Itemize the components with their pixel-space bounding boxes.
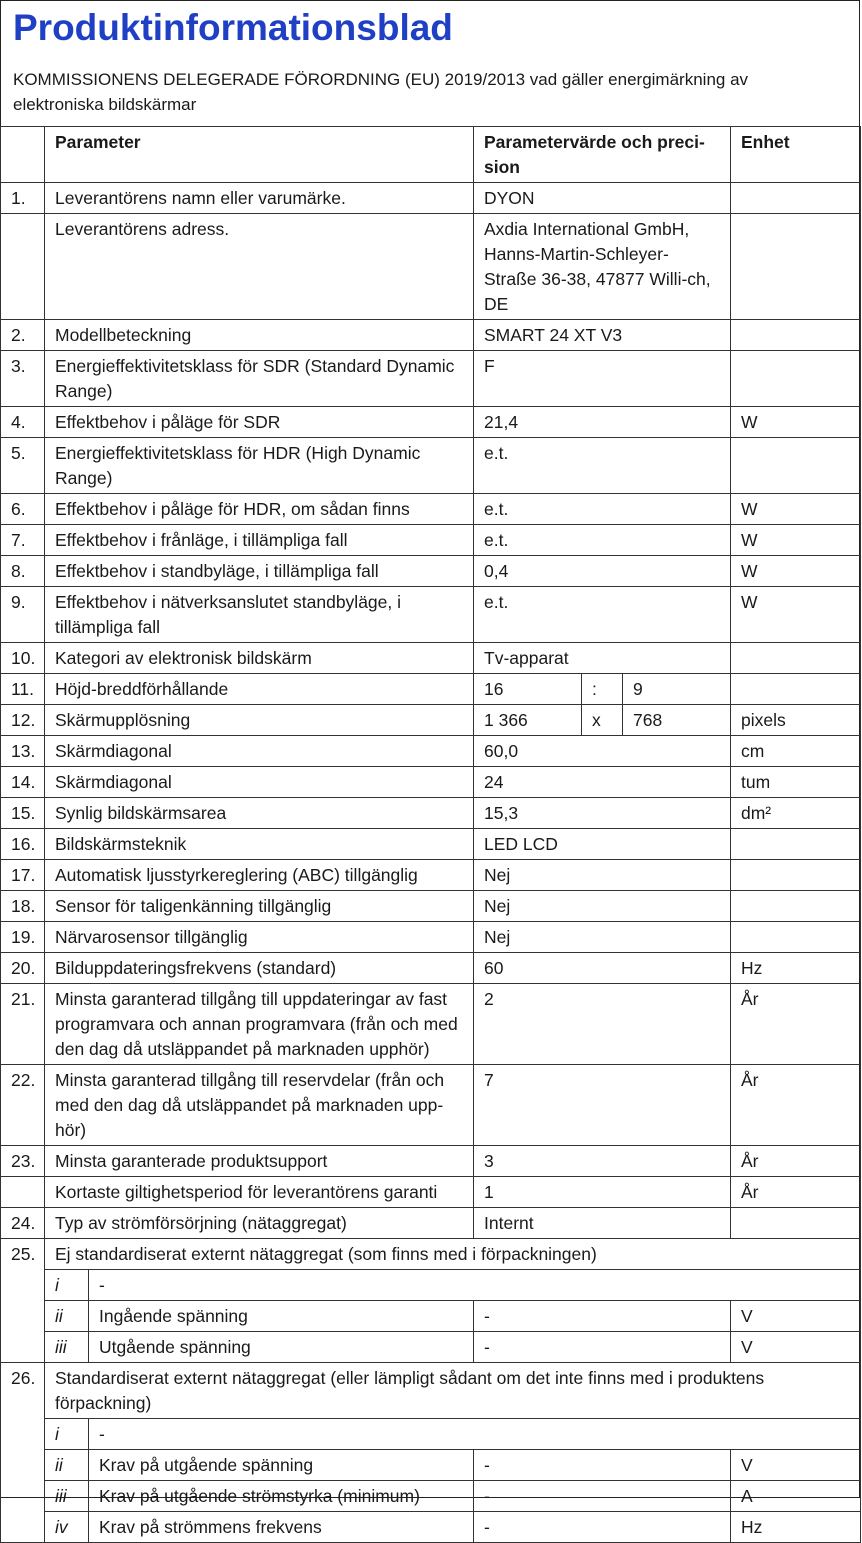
resolution-height: 768 xyxy=(623,705,731,736)
table-row xyxy=(1,1146,861,1177)
subrow-label: i xyxy=(45,1419,89,1450)
row-unit: W xyxy=(731,407,861,438)
row-value: 2 xyxy=(474,984,731,1065)
subrow-label: ii xyxy=(45,1301,89,1332)
table-row xyxy=(1,705,861,736)
table-header-row xyxy=(1,127,861,183)
row-number: 25. xyxy=(1,1239,45,1363)
row-value: Nej xyxy=(474,860,731,891)
row-parameter: Kategori av elektronisk bildskärm xyxy=(45,643,474,674)
row-number: 6. xyxy=(1,494,45,525)
row-parameter: Bilduppdateringsfrekvens (standard) xyxy=(45,953,474,984)
row-unit: pixels xyxy=(731,705,861,736)
table-row xyxy=(1,525,861,556)
row-value: 60,0 xyxy=(474,736,731,767)
row-number: 20. xyxy=(1,953,45,984)
table-row xyxy=(1,351,861,407)
row-parameter: Effektbehov i påläge för HDR, om sådan finns xyxy=(45,494,474,525)
subrow-label: i xyxy=(45,1270,89,1301)
row-number: 5. xyxy=(1,438,45,494)
row-parameter: Bildskärmsteknik xyxy=(45,829,474,860)
row-value: 7 xyxy=(474,1065,731,1146)
table-subrow xyxy=(1,1301,861,1332)
row-value: 60 xyxy=(474,953,731,984)
table-subrow xyxy=(1,1481,861,1512)
regulation-subtitle: KOMMISSIONENS DELEGERADE FÖRORDNING (EU) 2019/2013 vad gäller energimärkning av elektroniska bildskärmar xyxy=(13,70,749,114)
header-parameter: Parameter xyxy=(45,127,474,183)
resolution-separator: x xyxy=(582,705,623,736)
row-number xyxy=(1,214,45,320)
ratio-width: 16 xyxy=(474,674,582,705)
row-unit: År xyxy=(731,984,861,1065)
row-parameter: Sensor för taligenkänning tillgänglig xyxy=(45,891,474,922)
table-row xyxy=(1,587,861,643)
row-unit xyxy=(731,320,861,351)
row-number: 22. xyxy=(1,1065,45,1146)
table-subrow xyxy=(1,1450,861,1481)
row-unit xyxy=(731,1208,861,1239)
row-number: 12. xyxy=(1,705,45,736)
row-value: e.t. xyxy=(474,438,731,494)
row-unit: W xyxy=(731,525,861,556)
table-row xyxy=(1,984,861,1065)
row-value: SMART 24 XT V3 xyxy=(474,320,731,351)
table-row xyxy=(1,1065,861,1146)
row-parameter: Minsta garanterad tillgång till uppdateringar av fast programvara och annan programvara (från och med den dag då utsläppandet på marknaden upphör) xyxy=(45,984,474,1065)
subrow-unit: V xyxy=(731,1301,861,1332)
table-row xyxy=(1,829,861,860)
row-unit: cm xyxy=(731,736,861,767)
row-number: 14. xyxy=(1,767,45,798)
row-parameter: Energieffektivitetsklass för HDR (High Dynamic Range) xyxy=(45,438,474,494)
row-parameter: Skärmupplösning xyxy=(45,705,474,736)
subrow-value: - xyxy=(474,1332,731,1363)
subrow-text: Krav på utgående strömstyrka (minimum) xyxy=(89,1481,474,1512)
table-row xyxy=(1,183,861,214)
table-row xyxy=(1,674,861,705)
row-unit: dm² xyxy=(731,798,861,829)
row-value: Nej xyxy=(474,922,731,953)
table-subrow xyxy=(1,1419,861,1450)
row-parameter: Synlig bildskärmsarea xyxy=(45,798,474,829)
subrow-value: - xyxy=(474,1301,731,1332)
row-number: 11. xyxy=(1,674,45,705)
row-unit xyxy=(731,891,861,922)
row-number: 18. xyxy=(1,891,45,922)
table-row xyxy=(1,1208,861,1239)
row-value: DYON xyxy=(474,183,731,214)
row-unit xyxy=(731,214,861,320)
row-number: 15. xyxy=(1,798,45,829)
table-row xyxy=(1,860,861,891)
row-number: 13. xyxy=(1,736,45,767)
product-info-table xyxy=(0,126,861,1543)
row-number: 9. xyxy=(1,587,45,643)
header-no-cell xyxy=(1,127,45,183)
subrow-unit: V xyxy=(731,1450,861,1481)
subrow-value: - xyxy=(474,1481,731,1512)
row-value: 3 xyxy=(474,1146,731,1177)
row-unit xyxy=(731,829,861,860)
row-parameter: Skärmdiagonal xyxy=(45,736,474,767)
row-number: 10. xyxy=(1,643,45,674)
subrow-label: ii xyxy=(45,1450,89,1481)
subrow-text: Utgående spänning xyxy=(89,1332,474,1363)
row-value: e.t. xyxy=(474,494,731,525)
row-number: 17. xyxy=(1,860,45,891)
row-unit xyxy=(731,438,861,494)
row-parameter: Energieffektivitetsklass för SDR (Standard Dynamic Range) xyxy=(45,351,474,407)
subrow-text: Ingående spänning xyxy=(89,1301,474,1332)
row-unit: År xyxy=(731,1065,861,1146)
row-number: 21. xyxy=(1,984,45,1065)
ratio-height: 9 xyxy=(623,674,731,705)
table-row xyxy=(1,438,861,494)
row-unit xyxy=(731,351,861,407)
row-parameter: Leverantörens adress. xyxy=(45,214,474,320)
table-row xyxy=(1,922,861,953)
row-value: Axdia International GmbH, Hanns-Martin-Schleyer-Straße 36-38, 47877 Willi-ch, DE xyxy=(474,214,731,320)
table-row xyxy=(1,736,861,767)
subrow-label: iii xyxy=(45,1332,89,1363)
row-parameter: Effektbehov i påläge för SDR xyxy=(45,407,474,438)
table-row xyxy=(1,407,861,438)
resolution-width: 1 366 xyxy=(474,705,582,736)
ratio-separator: : xyxy=(582,674,623,705)
row-number: 26. xyxy=(1,1363,45,1543)
row-value: Tv-apparat xyxy=(474,643,731,674)
row-unit xyxy=(731,860,861,891)
table-row xyxy=(1,214,861,320)
subrow-unit: V xyxy=(731,1332,861,1363)
row-parameter: Effektbehov i frånläge, i tillämpliga fall xyxy=(45,525,474,556)
row-parameter: Typ av strömförsörjning (nätaggregat) xyxy=(45,1208,474,1239)
subrow-label: iv xyxy=(45,1512,89,1543)
row-number: 8. xyxy=(1,556,45,587)
row-unit xyxy=(731,643,861,674)
table-row xyxy=(1,767,861,798)
table-row xyxy=(1,953,861,984)
row-parameter: Ej standardiserat externt nätaggregat (som finns med i förpackningen) xyxy=(45,1239,861,1270)
table-subrow xyxy=(1,1270,861,1301)
row-parameter: Standardiserat externt nätaggregat (eller lämpligt sådant om det inte finns med i produktens förpackning) xyxy=(45,1363,861,1419)
row-unit: Hz xyxy=(731,953,861,984)
row-number: 3. xyxy=(1,351,45,407)
table-row xyxy=(1,494,861,525)
row-value: Nej xyxy=(474,891,731,922)
row-parameter: Effektbehov i nätverksanslutet standbyläge, i tillämpliga fall xyxy=(45,587,474,643)
subrow-value: - xyxy=(474,1450,731,1481)
row-unit: tum xyxy=(731,767,861,798)
row-unit xyxy=(731,674,861,705)
subrow-unit: A xyxy=(731,1481,861,1512)
row-value: 0,4 xyxy=(474,556,731,587)
table-row xyxy=(1,320,861,351)
row-parameter: Modellbeteckning xyxy=(45,320,474,351)
row-value: e.t. xyxy=(474,525,731,556)
row-parameter: Minsta garanterad tillgång till reservdelar (från och med den dag då utsläppandet på marknaden upp-hör) xyxy=(45,1065,474,1146)
subrow-text: Krav på utgående spänning xyxy=(89,1450,474,1481)
row-number: 4. xyxy=(1,407,45,438)
table-row xyxy=(1,1239,861,1270)
row-unit: År xyxy=(731,1146,861,1177)
row-parameter: Leverantörens namn eller varumärke. xyxy=(45,183,474,214)
subrow-unit: Hz xyxy=(731,1512,861,1543)
row-unit xyxy=(731,922,861,953)
subrow-label: iii xyxy=(45,1481,89,1512)
row-value: F xyxy=(474,351,731,407)
row-unit: År xyxy=(731,1177,861,1208)
subrow-value: - xyxy=(474,1512,731,1543)
subrow-text: Krav på strömmens frekvens xyxy=(89,1512,474,1543)
table-row xyxy=(1,1177,861,1208)
row-number: 16. xyxy=(1,829,45,860)
row-number: 2. xyxy=(1,320,45,351)
row-number: 7. xyxy=(1,525,45,556)
table-row xyxy=(1,891,861,922)
row-value: 15,3 xyxy=(474,798,731,829)
row-value: 21,4 xyxy=(474,407,731,438)
row-parameter: Skärmdiagonal xyxy=(45,767,474,798)
row-number: 1. xyxy=(1,183,45,214)
table-subrow xyxy=(1,1332,861,1363)
row-parameter: Kortaste giltighetsperiod för leverantörens garanti xyxy=(45,1177,474,1208)
header-unit: Enhet xyxy=(731,127,861,183)
row-parameter: Minsta garanterade produktsupport xyxy=(45,1146,474,1177)
table-row xyxy=(1,556,861,587)
row-unit: W xyxy=(731,556,861,587)
row-unit xyxy=(731,183,861,214)
page-title: Produktinformationsblad xyxy=(13,7,453,48)
subrow-text: - xyxy=(89,1419,861,1450)
row-parameter: Närvarosensor tillgänglig xyxy=(45,922,474,953)
table-subrow xyxy=(1,1512,861,1543)
row-parameter: Höjd-breddförhållande xyxy=(45,674,474,705)
row-value: e.t. xyxy=(474,587,731,643)
row-value: LED LCD xyxy=(474,829,731,860)
subrow-text: - xyxy=(89,1270,861,1301)
row-parameter: Automatisk ljusstyrkereglering (ABC) tillgänglig xyxy=(45,860,474,891)
row-number: 19. xyxy=(1,922,45,953)
row-unit: W xyxy=(731,587,861,643)
table-row xyxy=(1,798,861,829)
table-row xyxy=(1,643,861,674)
row-number: 24. xyxy=(1,1208,45,1239)
row-unit: W xyxy=(731,494,861,525)
row-value: 1 xyxy=(474,1177,731,1208)
row-number: 23. xyxy=(1,1146,45,1177)
header-value: Parametervärde och preci-sion xyxy=(474,127,731,183)
row-value: 24 xyxy=(474,767,731,798)
row-value: Internt xyxy=(474,1208,731,1239)
row-number xyxy=(1,1177,45,1208)
table-row xyxy=(1,1363,861,1419)
row-parameter: Effektbehov i standbyläge, i tillämpliga fall xyxy=(45,556,474,587)
